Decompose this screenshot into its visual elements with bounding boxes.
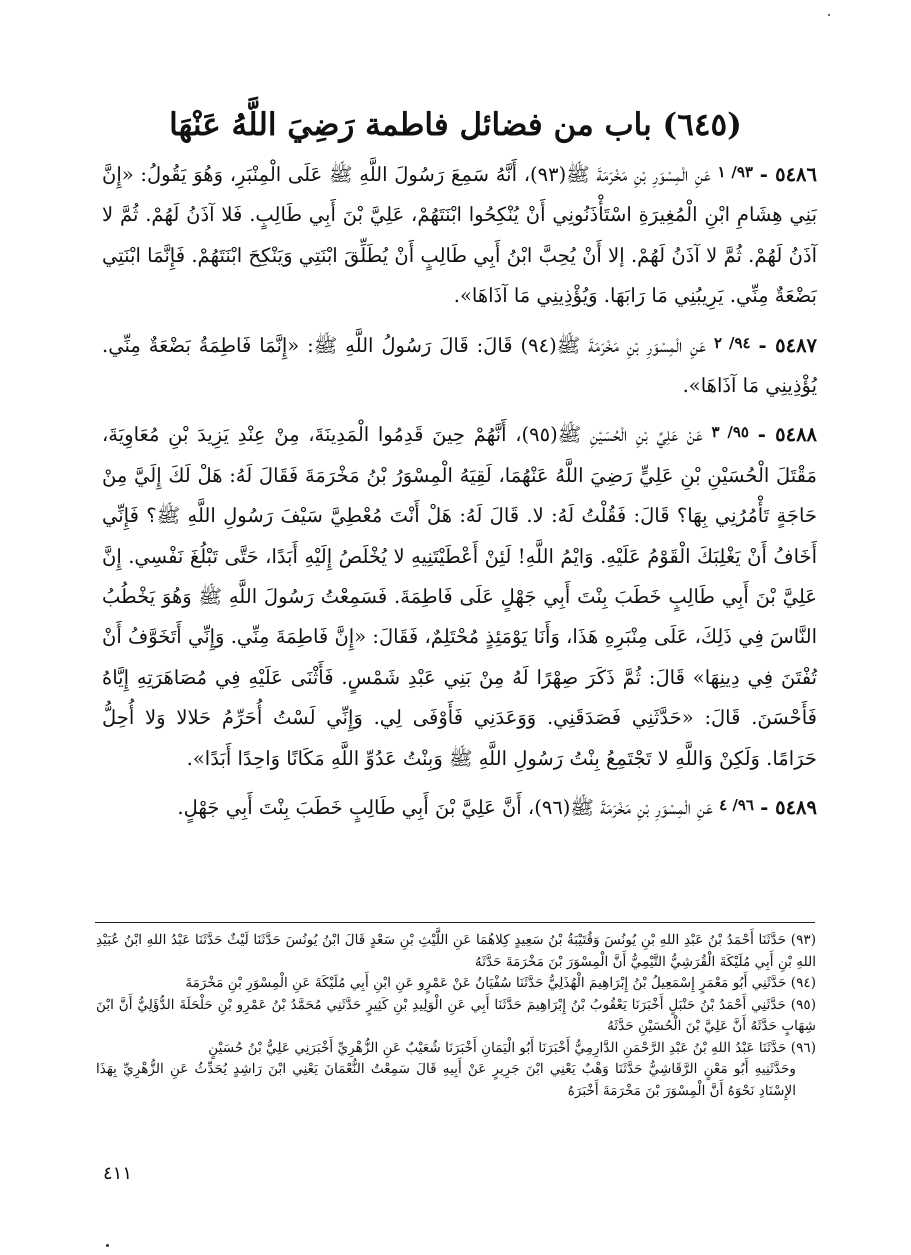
hadith-entry (102, 412, 817, 779)
footnote (96, 930, 816, 973)
footnote-label: (٩٤) (790, 975, 816, 991)
chapter-title: (٦٤٥) باب من فضائل فاطمة رَضِيَ اللَّهُ عَنْهَا (169, 106, 742, 143)
hadith-ref: ٩٦/ ٤ (719, 796, 754, 815)
footnote-text: حَدَّثَنِي أَبُو مَعْمَرٍ إِسْمَعِيلُ بْنُ إِبْرَاهِيمَ الْهُذَلِيُّ حَدَّثَنَا سُفْيَانُ عَنْ عَمْرٍو عَنِ ابْنِ أَبِي مُلَيْكَةَ عَنِ الْمِسْوَرِ بْنِ مَخْرَمَةَ (185, 975, 787, 991)
hadith-text: عَنِ الْمِسْوَرِ بْنِ مَخْرَمَةَ ﷺ(٩٣)، أَنَّهُ سَمِعَ رَسُولَ اللَّهِ ﷺ عَلَى الْمِنْبَرِ، وَهُوَ يَقُولُ: «إِنَّ بَنِي هِشَامِ ابْنِ الْمُغِيرَةِ اسْتَأْذَنُونِي أَنْ يُنْكِحُوا ابْنَتَهُمْ، عَلِيَّ بْنَ أَبِي طَالِبٍ. فَلا آذَنُ لَهُمْ. ثُمَّ لا آذَنُ لَهُمْ. ثُمَّ لا آذَنُ لَهُمْ. إلا أَنْ يُحِبَّ ابْنُ أَبِي طَالِبٍ أَنْ يُطَلِّقَ ابْنَتِي وَيَنْكِحَ ابْنَتَهُمْ. فَإِنَّمَا ابْنَتِي بَضْعَةٌ مِنِّي. يَرِيبُنِي مَا رَابَهَا. وَيُؤْذِينِي مَا آذَاهَا». (102, 163, 817, 308)
footnote-text: حَدَّثَنِي أَحْمَدُ بْنُ حَنْبَلٍ أَخْبَرَنَا يَعْقُوبُ بْنُ إِبْرَاهِيمَ حَدَّثَنَا أَبِي عَنِ الْوَلِيدِ بْنِ كَثِيرٍ حَدَّثَنِي مُحَمَّدُ بْنُ عَمْرِو بْنِ حَلْحَلَةَ الدُّؤَلِيُّ أَنَّ ابْنَ شِهَابٍ حَدَّثَهُ أَنَّ عَلِيَّ بْنَ الْحُسَيْنِ حَدَّثَهُ (96, 996, 816, 1034)
footnote (96, 995, 816, 1038)
hadith-entry (102, 785, 817, 828)
hadith-number: ٥٤٨٧ - (758, 333, 818, 357)
footnote-label: (٩٥) (790, 996, 816, 1013)
hadith-body (102, 152, 817, 835)
footnote-divider (95, 922, 815, 923)
hadith-ref: ٩٥/ ٣ (711, 423, 749, 442)
scan-speck (106, 1244, 109, 1247)
hadith-ref: ٩٣/ ١ (717, 163, 753, 181)
hadith-entry (102, 323, 817, 407)
footnote-text: حَدَّثَنَا عَبْدُ اللهِ بْنُ عَبْدِ الرَّحْمَنِ الدَّارِمِيُّ أَخْبَرَنَا أَبُو الْيَمَانِ أَخْبَرَنَا شُعَيْبٌ عَنِ الزُّهْرِيِّ أَخْبَرَنِي عَلِيُّ بْنُ حُسَيْنٍ (208, 1039, 787, 1056)
hadith-text: عَنِ الْمِسْوَرِ بْنِ مَخْرَمَةَ ﷺ(٩٦)، أَنَّ عَلِيَّ بْنَ أَبِي طَالِبٍ خَطَبَ بِنْتَ أَبِي جَهْلٍ. (177, 796, 713, 820)
hadith-number: ٥٤٨٦ - (759, 163, 818, 186)
hadith-number: ٥٤٨٩ - (760, 796, 817, 820)
hadith-entry (102, 152, 817, 317)
hadith-ref: ٩٤/ ٢ (713, 333, 751, 352)
hadith-number: ٥٤٨٨ - (757, 423, 818, 447)
footnotes (96, 930, 816, 1102)
hadith-text: عَنْ عَلِيِّ بْنِ الْحُسَيْنِ ﷺ(٩٥)، أَنَّهُمْ حِينَ قَدِمُوا الْمَدِينَةَ، مِنْ عِنْدِ يَزِيدَ بْنِ مُعَاوِيَةَ، مَقْتَلَ الْحُسَيْنِ بْنِ عَلِيٍّ رَضِيَ اللَّهُ عَنْهُمَا، لَقِيَهُ الْمِسْوَرُ بْنُ مَخْرَمَةَ فَقَالَ لَهُ: هَلْ لَكَ إِلَيَّ مِنْ حَاجَةٍ تَأْمُرُنِي بِهَا؟ قَالَ: فَقُلْتُ لَهُ: لا. قَالَ لَهُ: هَلْ أَنْتَ مُعْطِيَّ سَيْفَ رَسُولِ اللَّهِ ﷺ؟ فَإِنِّي أَخَافُ أَنْ يَغْلِبَكَ الْقَوْمُ عَلَيْهِ. وَايْمُ اللَّهِ! لَئِنْ أَعْطَيْتَنِيهِ لا يُخْلَصُ إِلَيْهِ أَبَدًا، حَتَّى تَبْلُغَ نَفْسِي. إِنَّ عَلِيَّ بْنَ أَبِي طَالِبٍ خَطَبَ بِنْتَ أَبِي جَهْلٍ عَلَى فَاطِمَةَ. فَسَمِعْتُ رَسُولَ اللَّهِ ﷺ وَهُوَ يَخْطُبُ النَّاسَ فِي ذَلِكَ، عَلَى مِنْبَرِهِ هَذَا، وَأَنَا يَوْمَئِذٍ مُحْتَلِمٌ، فَقَالَ: «إِنَّ فَاطِمَةَ مِنِّي. وَإِنِّي أَتَخَوَّفُ أَنْ تُفْتَنَ فِي دِينِهَا» قَالَ: ثُمَّ ذَكَرَ صِهْرًا لَهُ مِنْ بَنِي عَبْدِ شَمْسٍ. فَأَثْنَى عَلَيْهِ فِي مُصَاهَرَتِهِ إِيَّاهُ فَأَحْسَنَ. قَالَ: «حَدَّثَنِي فَصَدَقَنِي. وَوَعَدَنِي فَأَوْفَى لِي. وَإِنِّي لَسْتُ أُحَرِّمُ حَلالا وَلا أُحِلُّ حَرَامًا. وَلَكِنْ وَاللَّهِ لا تَجْتَمِعُ بِنْتُ رَسُولِ اللَّهِ ﷺ وَبِنْتُ عَدُوِّ اللَّهِ مَكَانًا وَاحِدًا أَبَدًا». (102, 423, 817, 770)
footnote (96, 973, 816, 995)
footnote-text: وحَدَّثَنِيهِ أَبُو مَعْنٍ الرَّقَاشِيُّ حَدَّثَنَا وَهْبٌ يَعْنِي ابْنَ جَرِيرٍ عَنْ أَبِيهِ قَالَ سَمِعْتُ النُّعْمَانَ يَعْنِي ابْنَ رَاشِدٍ يُحَدِّثُ عَنِ الزُّهْرِيِّ بِهَذَا الإِسْنَادِ نَحْوَهُ أَنَّ الْمِسْوَرَ بْنَ مَخْرَمَةَ أَخْبَرَهُ (96, 1061, 796, 1099)
footnote-label: (٩٣) (790, 932, 817, 948)
footnote-continuation (96, 1059, 816, 1102)
scan-speck (828, 14, 830, 16)
footnote (96, 1038, 816, 1060)
page-number: ٤١١ (103, 1163, 133, 1184)
footnote-text: حَدَّثَنَا أَحْمَدُ بْنُ عَبْدِ اللهِ بْنِ يُونُسَ وَقُتَيْبَةُ بْنُ سَعِيدٍ كِلاهُمَا عَنِ اللَّيْثِ بْنِ سَعْدٍ قَالَ ابْنُ يُونُسَ حَدَّثَنَا لَيْثٌ حَدَّثَنَا عَبْدُ اللهِ ابْنُ عُبَيْدِ اللهِ بْنِ أَبِي مُلَيْكَةَ الْقُرَشِيُّ التَّيْمِيُّ أَنَّ الْمِسْوَرَ بْنَ مَخْرَمَةَ حَدَّثَهُ (96, 932, 816, 970)
footnote-label: (٩٦) (790, 1039, 816, 1056)
hadith-text: عَنِ الْمِسْوَرِ بْنِ مَخْرَمَةَ ﷺ(٩٤) قَالَ: قَالَ رَسُولُ اللَّهِ ﷺ: «إِنَّمَا فَاطِمَةُ بَضْعَةٌ مِنِّي. يُؤْذِينِي مَا آذَاهَا». (102, 333, 817, 398)
